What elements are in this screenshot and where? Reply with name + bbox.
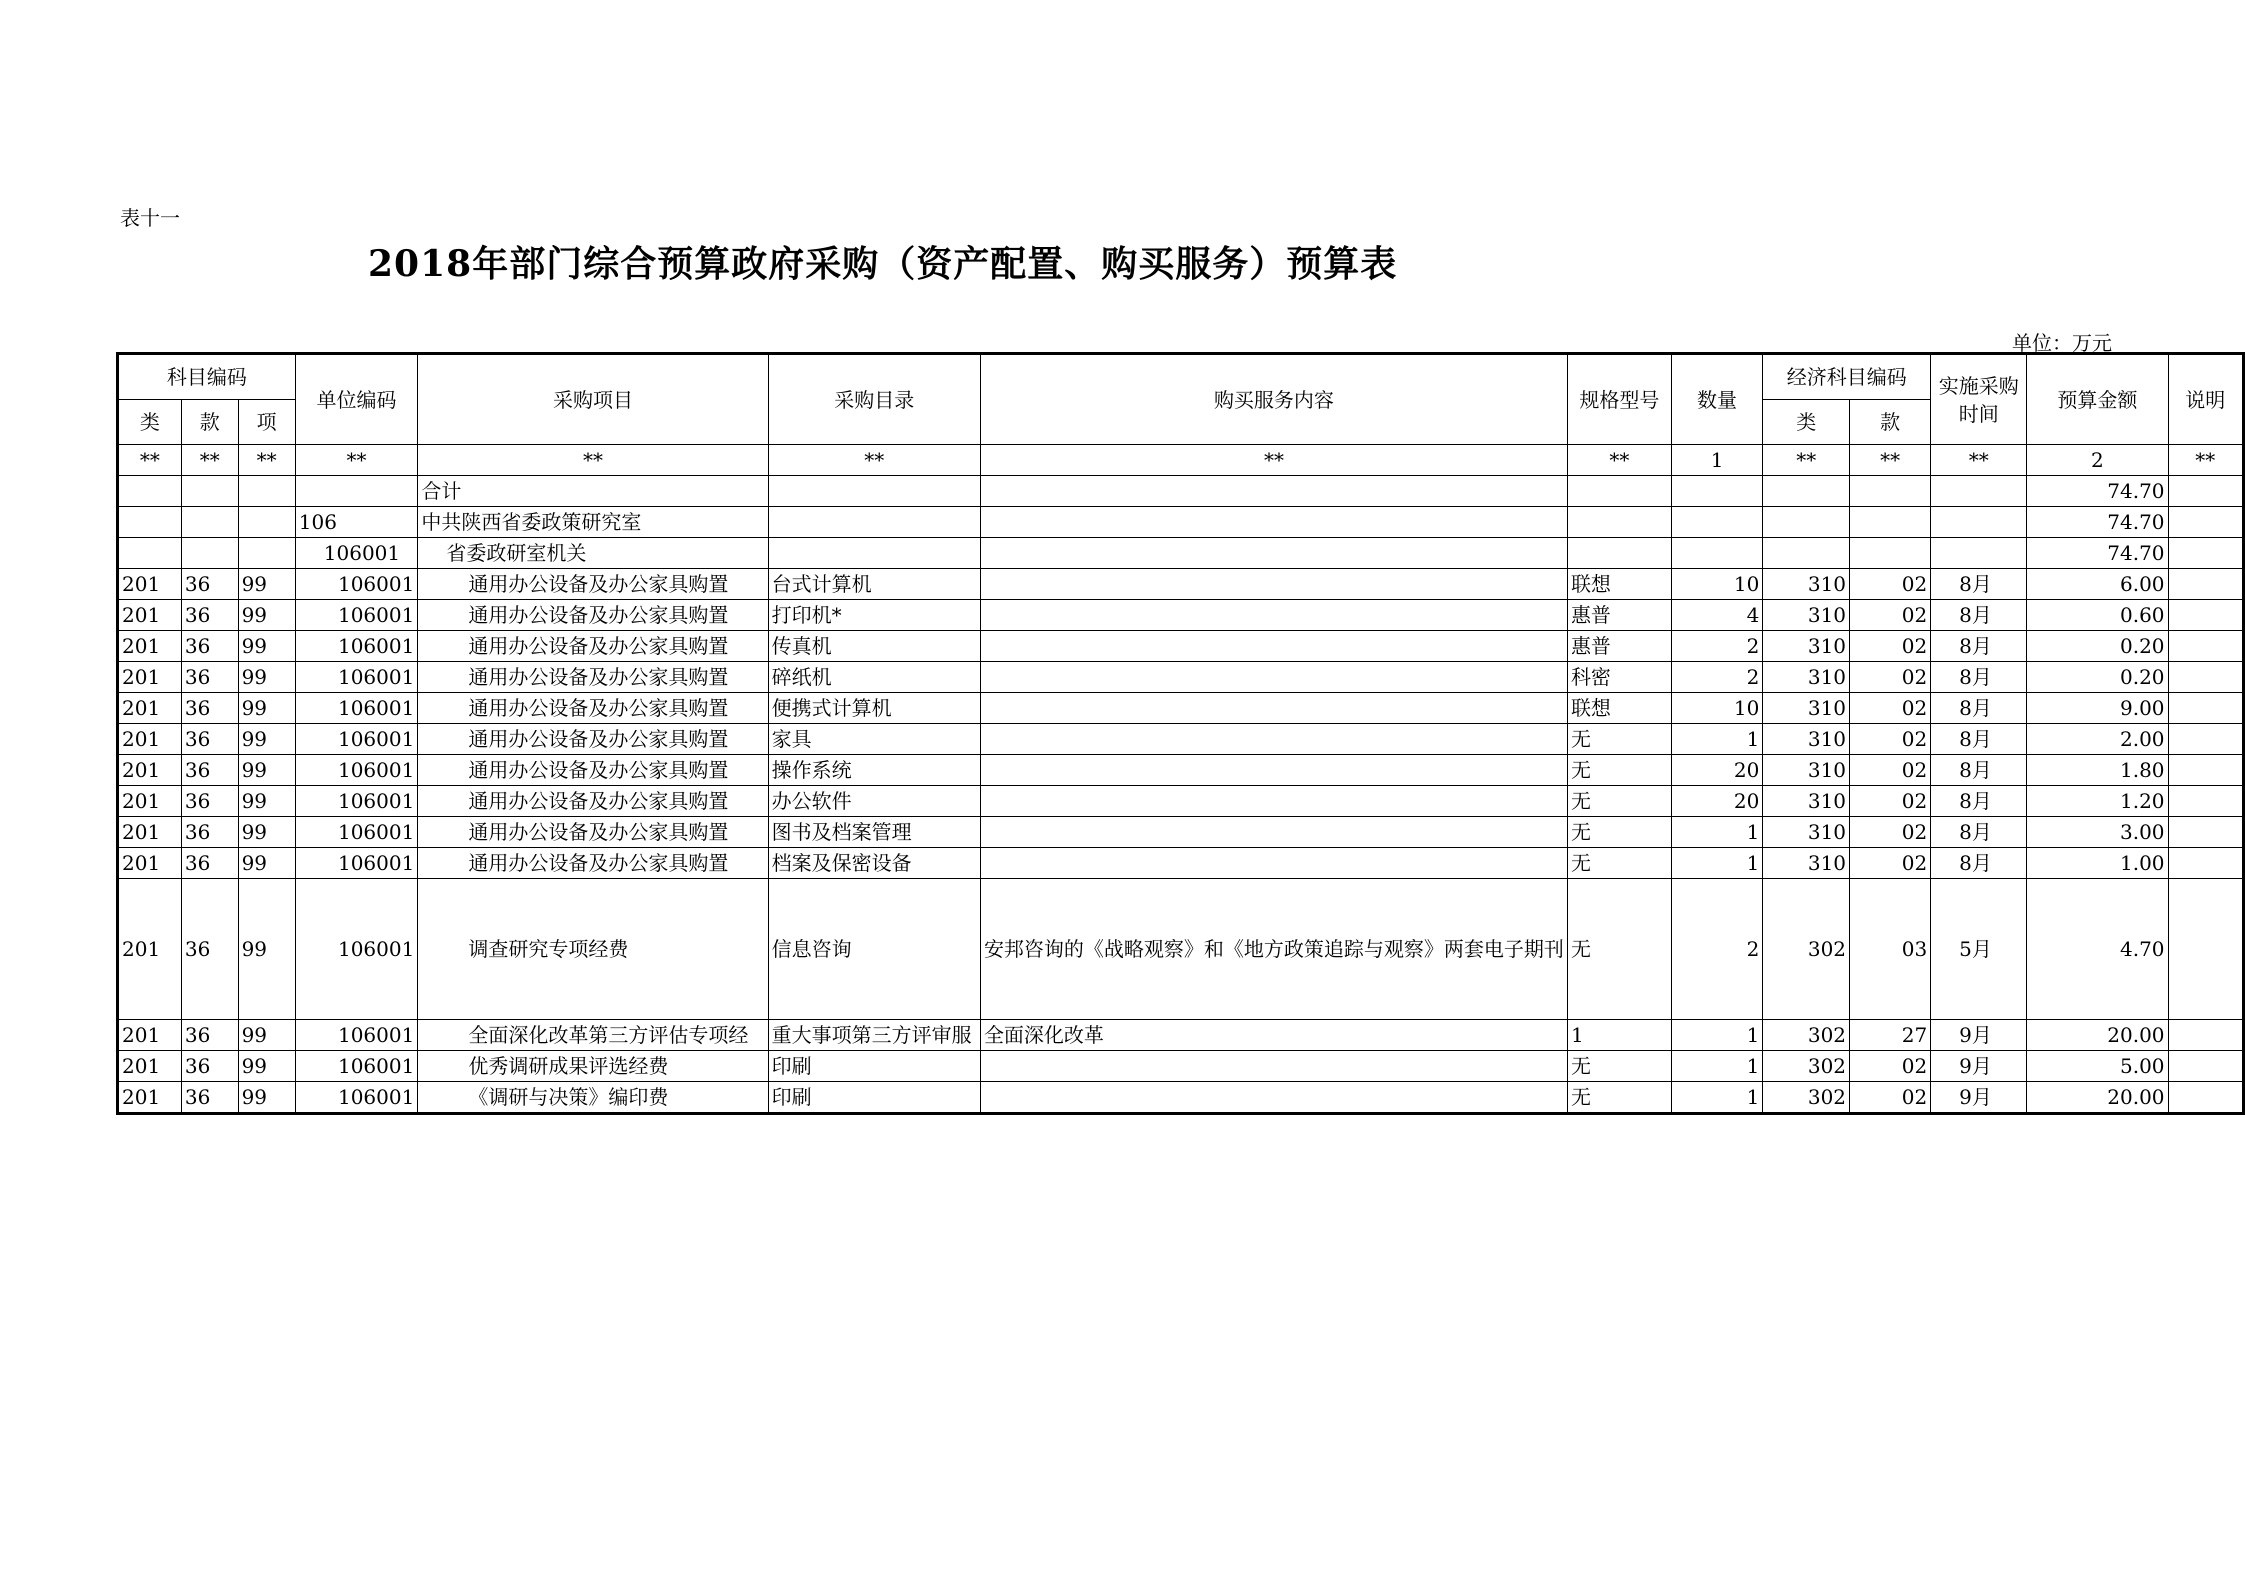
note-cell <box>2168 724 2243 755</box>
empty-cell <box>1671 507 1763 538</box>
kuan-cell: 36 <box>181 1051 238 1082</box>
amount-cell: 20.00 <box>2027 1082 2168 1114</box>
lei-cell: 201 <box>118 879 182 1020</box>
table-row <box>118 1082 2244 1114</box>
summary-label: 中共陕西省委政策研究室 <box>418 507 768 538</box>
amount-cell: 2.00 <box>2027 724 2168 755</box>
econ-kuan-cell: 02 <box>1850 662 1931 693</box>
amount-cell: 74.70 <box>2027 476 2168 507</box>
service-cell <box>980 662 1567 693</box>
unit-code-cell: 106001 <box>295 538 418 569</box>
header-lei: 类 <box>118 400 182 445</box>
note-cell <box>2168 569 2243 600</box>
table-label: 表十一 <box>120 206 180 230</box>
kuan-cell <box>181 476 238 507</box>
amount-cell: 0.60 <box>2027 600 2168 631</box>
spec-cell: 联想 <box>1567 693 1671 724</box>
qty-cell: 1 <box>1671 817 1763 848</box>
unit-code-cell: 106001 <box>295 569 418 600</box>
econ-kuan-cell: 02 <box>1850 1082 1931 1114</box>
xiang-cell: 99 <box>238 631 295 662</box>
xiang-cell: 99 <box>238 817 295 848</box>
note-cell <box>2168 507 2243 538</box>
service-cell: 安邦咨询的《战略观察》和《地方政策追踪与观察》两套电子期刊 <box>980 879 1567 1020</box>
project-cell: 通用办公设备及办公家具购置 <box>418 693 768 724</box>
xiang-cell: 99 <box>238 600 295 631</box>
header-project: 采购项目 <box>418 354 768 445</box>
lei-cell: 201 <box>118 1020 182 1051</box>
xiang-cell: 99 <box>238 569 295 600</box>
time-cell: 8月 <box>1931 786 2027 817</box>
qty-cell: 1 <box>1671 1051 1763 1082</box>
header-unit-code: 单位编码 <box>295 354 418 445</box>
xiang-cell: 99 <box>238 662 295 693</box>
xiang-cell <box>238 507 295 538</box>
marker-cell: ** <box>1567 445 1671 476</box>
catalog-cell: 图书及档案管理 <box>768 817 980 848</box>
time-cell: 8月 <box>1931 848 2027 879</box>
note-cell <box>2168 476 2243 507</box>
service-cell <box>980 755 1567 786</box>
marker-cell: ** <box>118 445 182 476</box>
unit-code-cell: 106001 <box>295 631 418 662</box>
header-row <box>118 354 2244 400</box>
catalog-cell: 印刷 <box>768 1082 980 1114</box>
amount-cell: 3.00 <box>2027 817 2168 848</box>
marker-cell: ** <box>980 445 1567 476</box>
kuan-cell: 36 <box>181 817 238 848</box>
note-cell <box>2168 1051 2243 1082</box>
unit-code-cell: 106001 <box>295 724 418 755</box>
table-row <box>118 631 2244 662</box>
header-time <box>1931 354 2027 445</box>
empty-cell <box>1850 538 1931 569</box>
project-cell: 通用办公设备及办公家具购置 <box>418 724 768 755</box>
qty-cell: 2 <box>1671 662 1763 693</box>
unit-code-cell: 106001 <box>295 1082 418 1114</box>
lei-cell: 201 <box>118 662 182 693</box>
spec-cell: 惠普 <box>1567 631 1671 662</box>
marker-cell: ** <box>181 445 238 476</box>
econ-kuan-cell: 03 <box>1850 879 1931 1020</box>
summary-row <box>118 507 2244 538</box>
time-cell: 5月 <box>1931 879 2027 1020</box>
qty-cell: 20 <box>1671 755 1763 786</box>
qty-cell: 1 <box>1671 724 1763 755</box>
project-cell: 全面深化改革第三方评估专项经 <box>418 1020 768 1051</box>
lei-cell <box>118 538 182 569</box>
econ-lei-cell: 310 <box>1763 662 1850 693</box>
note-cell <box>2168 1020 2243 1051</box>
econ-kuan-cell: 02 <box>1850 755 1931 786</box>
kuan-cell: 36 <box>181 631 238 662</box>
project-cell: 通用办公设备及办公家具购置 <box>418 631 768 662</box>
qty-cell: 20 <box>1671 786 1763 817</box>
qty-cell: 2 <box>1671 631 1763 662</box>
note-cell <box>2168 817 2243 848</box>
empty-cell <box>1763 507 1850 538</box>
summary-row <box>118 476 2244 507</box>
header-econ-lei: 类 <box>1763 400 1850 445</box>
xiang-cell: 99 <box>238 693 295 724</box>
catalog-cell: 档案及保密设备 <box>768 848 980 879</box>
note-cell <box>2168 600 2243 631</box>
service-cell <box>980 724 1567 755</box>
service-cell <box>980 1082 1567 1114</box>
empty-cell <box>1763 476 1850 507</box>
catalog-cell: 传真机 <box>768 631 980 662</box>
lei-cell: 201 <box>118 631 182 662</box>
header-note: 说明 <box>2168 354 2243 445</box>
lei-cell: 201 <box>118 693 182 724</box>
qty-cell: 4 <box>1671 600 1763 631</box>
unit-code-cell <box>295 476 418 507</box>
table-row <box>118 600 2244 631</box>
spec-cell: 无 <box>1567 848 1671 879</box>
marker-cell: ** <box>418 445 768 476</box>
unit-code-cell: 106001 <box>295 848 418 879</box>
econ-lei-cell: 310 <box>1763 786 1850 817</box>
amount-cell: 4.70 <box>2027 879 2168 1020</box>
table-row <box>118 848 2244 879</box>
lei-cell: 201 <box>118 848 182 879</box>
empty-cell <box>980 507 1567 538</box>
econ-lei-cell: 310 <box>1763 755 1850 786</box>
kuan-cell <box>181 538 238 569</box>
time-cell: 8月 <box>1931 724 2027 755</box>
spec-cell: 无 <box>1567 755 1671 786</box>
header-spec: 规格型号 <box>1567 354 1671 445</box>
header-econ-kuan: 款 <box>1850 400 1931 445</box>
spec-cell: 无 <box>1567 786 1671 817</box>
spec-cell: 联想 <box>1567 569 1671 600</box>
table-row <box>118 879 2244 1020</box>
econ-kuan-cell: 02 <box>1850 693 1931 724</box>
catalog-cell: 家具 <box>768 724 980 755</box>
amount-cell: 1.80 <box>2027 755 2168 786</box>
service-cell <box>980 569 1567 600</box>
unit-code-cell: 106001 <box>295 693 418 724</box>
econ-lei-cell: 310 <box>1763 693 1850 724</box>
econ-lei-cell: 310 <box>1763 631 1850 662</box>
unit-code-cell: 106001 <box>295 662 418 693</box>
time-cell: 8月 <box>1931 631 2027 662</box>
project-cell: 通用办公设备及办公家具购置 <box>418 848 768 879</box>
table-row <box>118 755 2244 786</box>
kuan-cell: 36 <box>181 848 238 879</box>
econ-kuan-cell: 02 <box>1850 848 1931 879</box>
qty-cell: 1 <box>1671 1020 1763 1051</box>
unit-label: 单位：万元 <box>2012 331 2112 355</box>
catalog-cell: 重大事项第三方评审服 <box>768 1020 980 1051</box>
time-cell: 8月 <box>1931 817 2027 848</box>
time-cell: 8月 <box>1931 693 2027 724</box>
econ-lei-cell: 310 <box>1763 724 1850 755</box>
time-cell: 8月 <box>1931 569 2027 600</box>
econ-lei-cell: 302 <box>1763 1051 1850 1082</box>
empty-cell <box>980 476 1567 507</box>
header-xiang: 项 <box>238 400 295 445</box>
header-subject-code: 科目编码 <box>118 354 296 400</box>
unit-code-cell: 106001 <box>295 879 418 1020</box>
header-service: 购买服务内容 <box>980 354 1567 445</box>
table-row <box>118 693 2244 724</box>
spec-cell: 无 <box>1567 817 1671 848</box>
kuan-cell <box>181 507 238 538</box>
note-cell <box>2168 755 2243 786</box>
note-cell <box>2168 848 2243 879</box>
project-cell: 通用办公设备及办公家具购置 <box>418 569 768 600</box>
catalog-cell: 便携式计算机 <box>768 693 980 724</box>
marker-cell: ** <box>1763 445 1850 476</box>
unit-code-cell: 106001 <box>295 1020 418 1051</box>
econ-lei-cell: 310 <box>1763 848 1850 879</box>
lei-cell: 201 <box>118 569 182 600</box>
xiang-cell: 99 <box>238 786 295 817</box>
time-cell: 8月 <box>1931 662 2027 693</box>
time-cell: 9月 <box>1931 1020 2027 1051</box>
amount-cell: 0.20 <box>2027 662 2168 693</box>
service-cell <box>980 631 1567 662</box>
empty-cell <box>1850 507 1931 538</box>
qty-cell: 1 <box>1671 1082 1763 1114</box>
service-cell <box>980 817 1567 848</box>
qty-cell: 1 <box>1671 848 1763 879</box>
time-cell: 9月 <box>1931 1051 2027 1082</box>
header-qty: 数量 <box>1671 354 1763 445</box>
empty-cell <box>980 538 1567 569</box>
marker-cell: 2 <box>2027 445 2168 476</box>
amount-cell: 74.70 <box>2027 507 2168 538</box>
catalog-cell: 打印机* <box>768 600 980 631</box>
lei-cell <box>118 476 182 507</box>
project-cell: 通用办公设备及办公家具购置 <box>418 662 768 693</box>
spec-cell: 惠普 <box>1567 600 1671 631</box>
econ-lei-cell: 310 <box>1763 569 1850 600</box>
marker-cell: ** <box>1850 445 1931 476</box>
kuan-cell: 36 <box>181 662 238 693</box>
spec-cell: 1 <box>1567 1020 1671 1051</box>
catalog-cell: 碎纸机 <box>768 662 980 693</box>
xiang-cell <box>238 538 295 569</box>
project-cell: 调查研究专项经费 <box>418 879 768 1020</box>
empty-cell <box>1850 476 1931 507</box>
xiang-cell: 99 <box>238 879 295 1020</box>
table-row <box>118 786 2244 817</box>
lei-cell: 201 <box>118 724 182 755</box>
note-cell <box>2168 693 2243 724</box>
econ-kuan-cell: 02 <box>1850 631 1931 662</box>
lei-cell: 201 <box>118 786 182 817</box>
marker-cell: ** <box>295 445 418 476</box>
lei-cell <box>118 507 182 538</box>
lei-cell: 201 <box>118 755 182 786</box>
xiang-cell: 99 <box>238 1051 295 1082</box>
amount-cell: 1.00 <box>2027 848 2168 879</box>
kuan-cell: 36 <box>181 569 238 600</box>
table-row <box>118 724 2244 755</box>
kuan-cell: 36 <box>181 693 238 724</box>
qty-cell: 10 <box>1671 569 1763 600</box>
empty-cell <box>1763 538 1850 569</box>
amount-cell: 5.00 <box>2027 1051 2168 1082</box>
econ-kuan-cell: 02 <box>1850 1051 1931 1082</box>
econ-lei-cell: 310 <box>1763 817 1850 848</box>
marker-cell: ** <box>2168 445 2243 476</box>
marker-cell: ** <box>768 445 980 476</box>
header-econ-code: 经济科目编码 <box>1763 354 1931 400</box>
amount-cell: 74.70 <box>2027 538 2168 569</box>
unit-code-cell: 106001 <box>295 817 418 848</box>
unit-code-cell: 106 <box>295 507 418 538</box>
header-time-line2: 时间 <box>1958 401 1999 426</box>
marker-cell: ** <box>238 445 295 476</box>
empty-cell <box>1671 538 1763 569</box>
econ-kuan-cell: 02 <box>1850 786 1931 817</box>
project-cell: 优秀调研成果评选经费 <box>418 1051 768 1082</box>
service-cell <box>980 693 1567 724</box>
note-cell <box>2168 879 2243 1020</box>
spec-cell: 无 <box>1567 1051 1671 1082</box>
empty-cell <box>1567 538 1671 569</box>
note-cell <box>2168 786 2243 817</box>
spec-cell: 无 <box>1567 1082 1671 1114</box>
table-row <box>118 817 2244 848</box>
table-row <box>118 1051 2244 1082</box>
spec-cell: 科密 <box>1567 662 1671 693</box>
empty-cell <box>1671 476 1763 507</box>
table-row <box>118 1020 2244 1051</box>
catalog-cell: 印刷 <box>768 1051 980 1082</box>
kuan-cell: 36 <box>181 724 238 755</box>
project-cell: 通用办公设备及办公家具购置 <box>418 786 768 817</box>
service-cell: 全面深化改革 <box>980 1020 1567 1051</box>
amount-cell: 1.20 <box>2027 786 2168 817</box>
xiang-cell: 99 <box>238 1082 295 1114</box>
project-cell: 通用办公设备及办公家具购置 <box>418 755 768 786</box>
amount-cell: 6.00 <box>2027 569 2168 600</box>
amount-cell: 20.00 <box>2027 1020 2168 1051</box>
page-title: 2018年部门综合预算政府采购（资产配置、购买服务）预算表 <box>368 243 1398 285</box>
catalog-cell: 办公软件 <box>768 786 980 817</box>
service-cell <box>980 786 1567 817</box>
unit-code-cell: 106001 <box>295 786 418 817</box>
header-time-line1: 实施采购 <box>1938 373 2019 398</box>
econ-lei-cell: 310 <box>1763 600 1850 631</box>
unit-code-cell: 106001 <box>295 600 418 631</box>
budget-table <box>116 352 2245 1115</box>
note-cell <box>2168 662 2243 693</box>
xiang-cell <box>238 476 295 507</box>
empty-cell <box>1931 538 2027 569</box>
summary-label: 合计 <box>418 476 768 507</box>
empty-cell <box>1567 476 1671 507</box>
note-cell <box>2168 538 2243 569</box>
note-cell <box>2168 631 2243 662</box>
spec-cell: 无 <box>1567 724 1671 755</box>
econ-kuan-cell: 02 <box>1850 600 1931 631</box>
econ-lei-cell: 302 <box>1763 879 1850 1020</box>
econ-lei-cell: 302 <box>1763 1082 1850 1114</box>
empty-cell <box>1931 476 2027 507</box>
marker-row <box>118 445 2244 476</box>
econ-kuan-cell: 02 <box>1850 724 1931 755</box>
catalog-cell: 操作系统 <box>768 755 980 786</box>
qty-cell: 10 <box>1671 693 1763 724</box>
lei-cell: 201 <box>118 817 182 848</box>
service-cell <box>980 848 1567 879</box>
econ-kuan-cell: 27 <box>1850 1020 1931 1051</box>
project-cell: 通用办公设备及办公家具购置 <box>418 817 768 848</box>
header-amount: 预算金额 <box>2027 354 2168 445</box>
catalog-cell: 台式计算机 <box>768 569 980 600</box>
xiang-cell: 99 <box>238 724 295 755</box>
summary-row <box>118 538 2244 569</box>
table-row <box>118 569 2244 600</box>
summary-label: 省委政研室机关 <box>418 538 768 569</box>
project-cell: 《调研与决策》编印费 <box>418 1082 768 1114</box>
table-row <box>118 662 2244 693</box>
lei-cell: 201 <box>118 1051 182 1082</box>
time-cell: 9月 <box>1931 1082 2027 1114</box>
empty-cell <box>768 538 980 569</box>
empty-cell <box>1931 507 2027 538</box>
note-cell <box>2168 1082 2243 1114</box>
econ-kuan-cell: 02 <box>1850 569 1931 600</box>
empty-cell <box>1567 507 1671 538</box>
kuan-cell: 36 <box>181 600 238 631</box>
empty-cell <box>768 507 980 538</box>
econ-lei-cell: 302 <box>1763 1020 1850 1051</box>
time-cell: 8月 <box>1931 755 2027 786</box>
amount-cell: 0.20 <box>2027 631 2168 662</box>
header-catalog: 采购目录 <box>768 354 980 445</box>
unit-code-cell: 106001 <box>295 755 418 786</box>
lei-cell: 201 <box>118 1082 182 1114</box>
kuan-cell: 36 <box>181 1082 238 1114</box>
xiang-cell: 99 <box>238 1020 295 1051</box>
marker-cell: 1 <box>1671 445 1763 476</box>
spec-cell: 无 <box>1567 879 1671 1020</box>
qty-cell: 2 <box>1671 879 1763 1020</box>
kuan-cell: 36 <box>181 755 238 786</box>
service-cell <box>980 1051 1567 1082</box>
xiang-cell: 99 <box>238 755 295 786</box>
catalog-cell: 信息咨询 <box>768 879 980 1020</box>
amount-cell: 9.00 <box>2027 693 2168 724</box>
project-cell: 通用办公设备及办公家具购置 <box>418 600 768 631</box>
kuan-cell: 36 <box>181 786 238 817</box>
service-cell <box>980 600 1567 631</box>
econ-kuan-cell: 02 <box>1850 817 1931 848</box>
marker-cell: ** <box>1931 445 2027 476</box>
xiang-cell: 99 <box>238 848 295 879</box>
header-kuan: 款 <box>181 400 238 445</box>
kuan-cell: 36 <box>181 879 238 1020</box>
unit-code-cell: 106001 <box>295 1051 418 1082</box>
kuan-cell: 36 <box>181 1020 238 1051</box>
time-cell: 8月 <box>1931 600 2027 631</box>
empty-cell <box>768 476 980 507</box>
lei-cell: 201 <box>118 600 182 631</box>
